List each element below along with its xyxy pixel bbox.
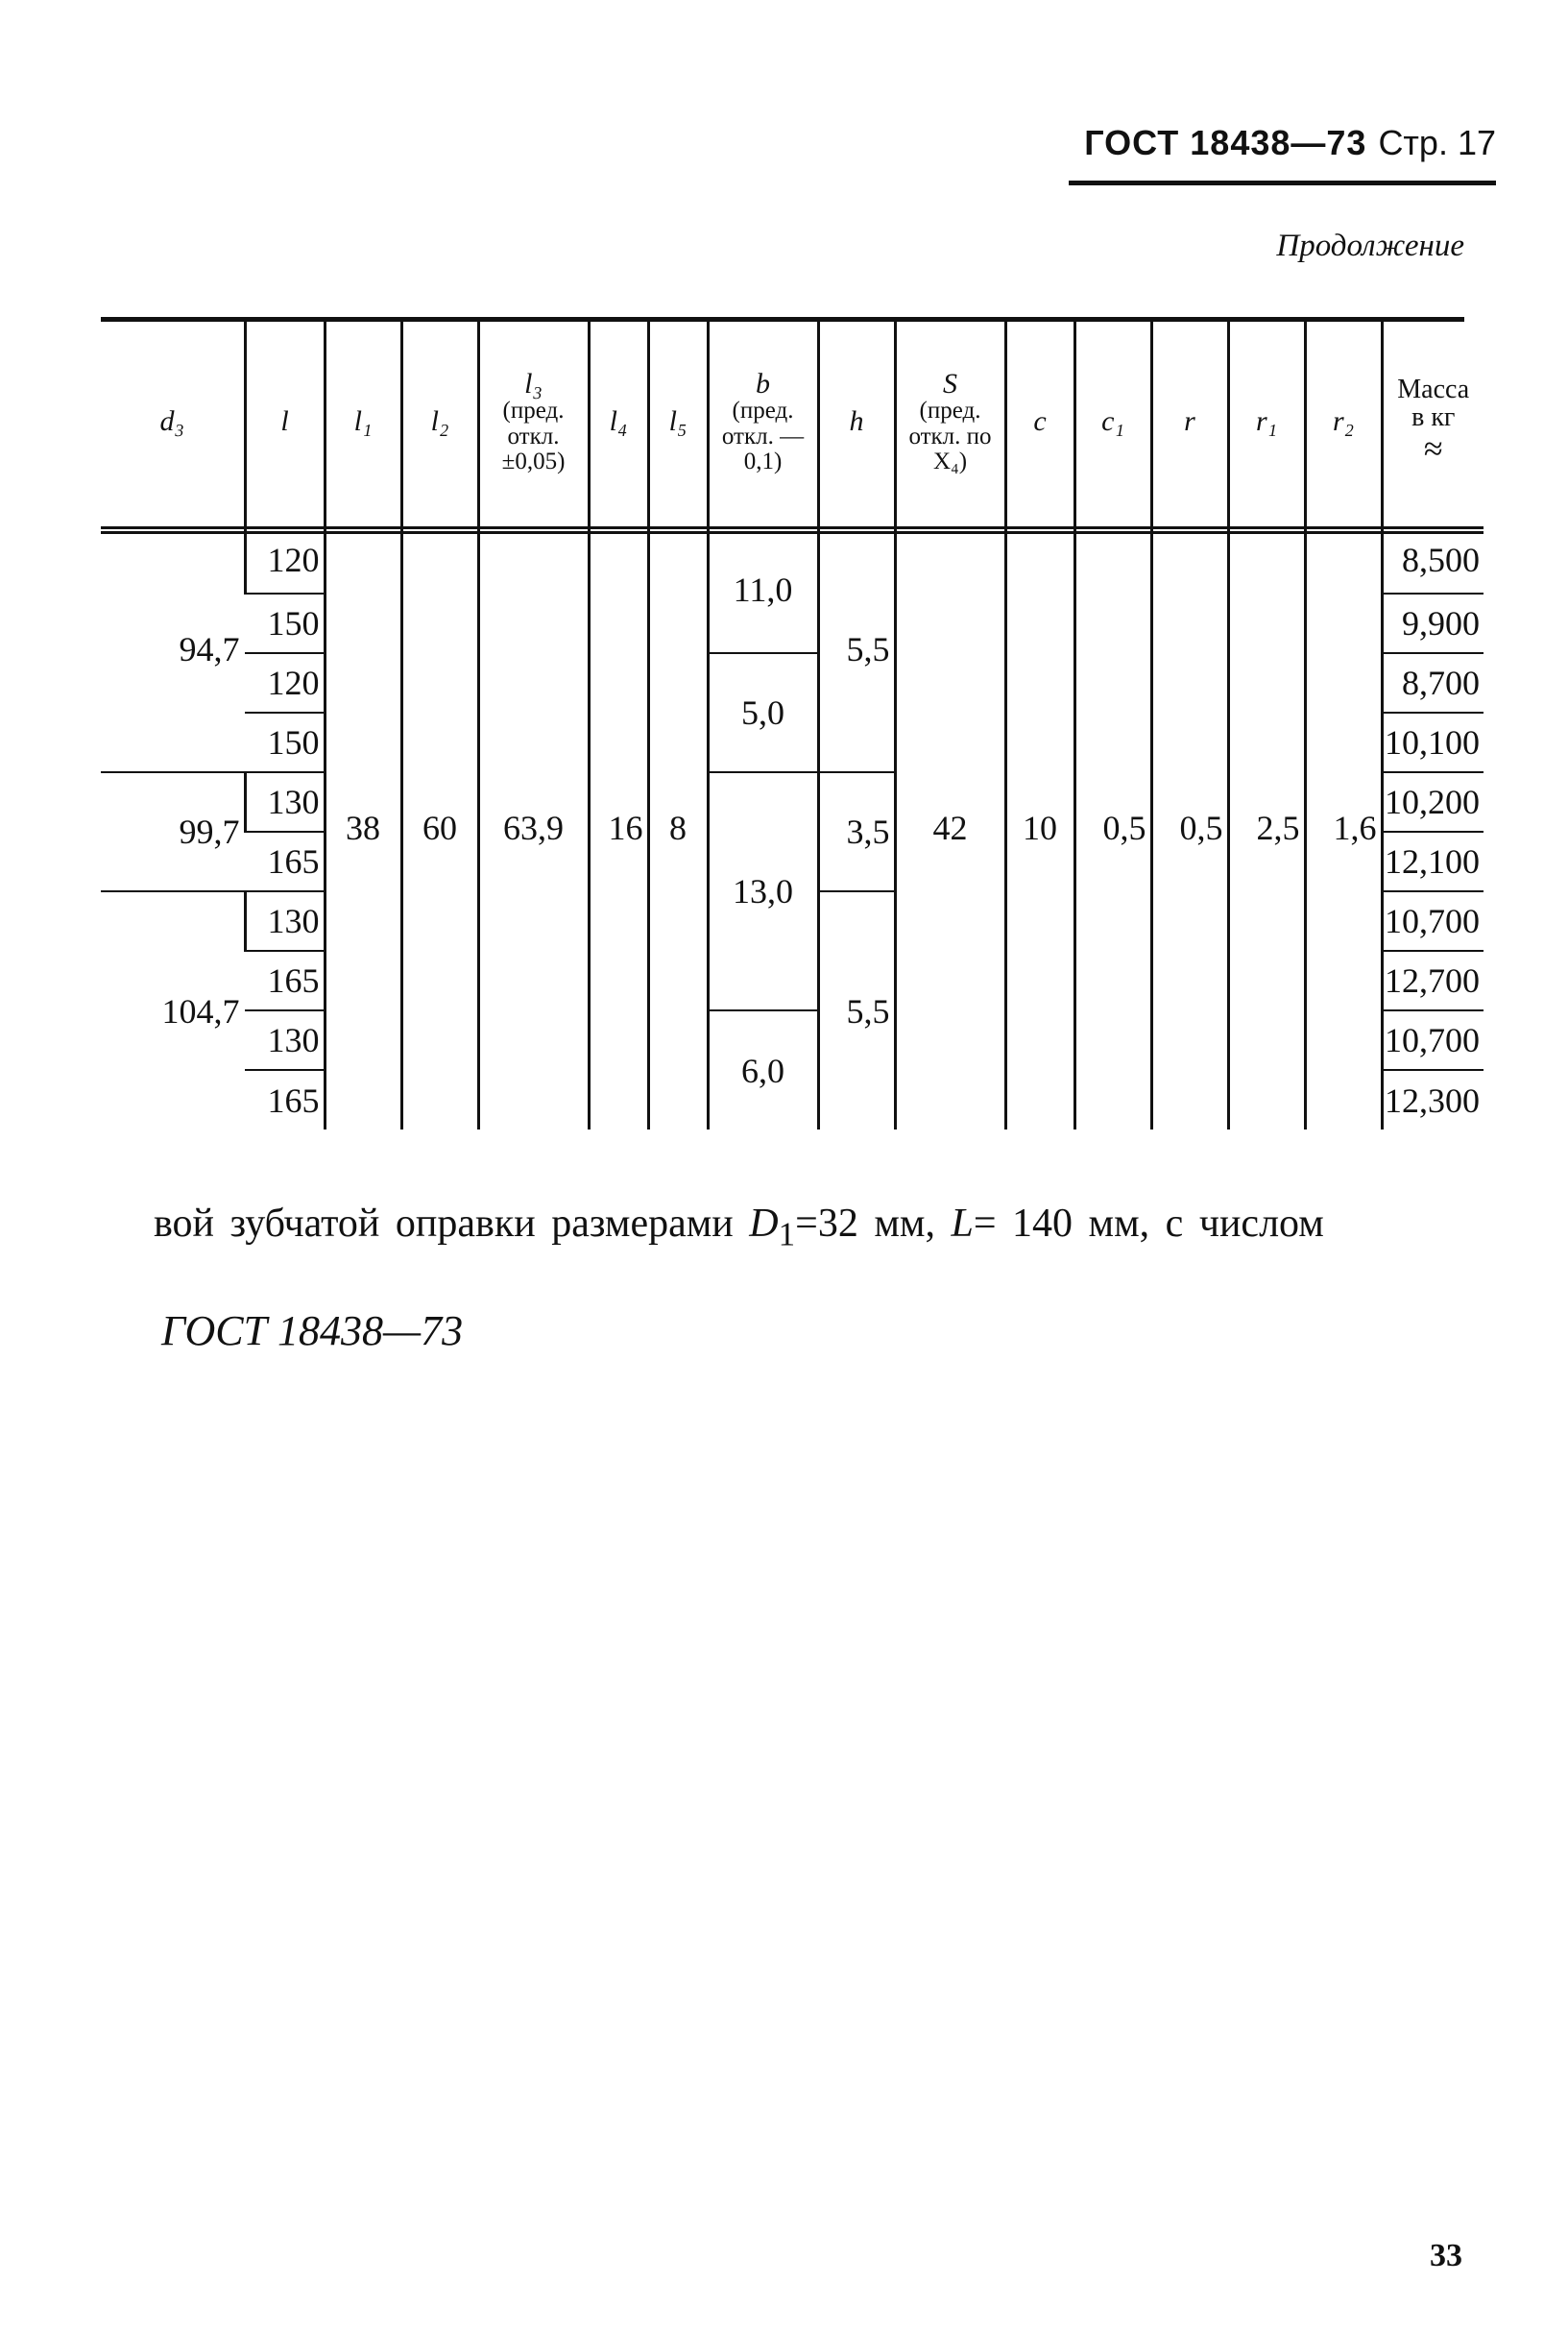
mass-cell: 8,700 (1382, 653, 1484, 713)
table-header-row (101, 317, 1484, 526)
b-cell: 6,0 (708, 1010, 818, 1130)
header-l4: l₄ (589, 317, 648, 526)
table-row (101, 526, 1484, 594)
mass-cell: 10,700 (1382, 1010, 1484, 1070)
header-d3: d₃ (159, 405, 184, 438)
l4-cell: 16 (589, 526, 648, 1130)
l5-cell: 8 (648, 526, 708, 1130)
l3-cell: 63,9 (478, 526, 589, 1130)
header-l5: l₅ (648, 317, 708, 526)
header-l1: l₁ (325, 317, 401, 526)
r-cell: 0,5 (1151, 526, 1228, 1130)
l1-cell: 38 (325, 526, 401, 1130)
d3-cell: 94,7 (179, 629, 240, 668)
c1-cell: 0,5 (1074, 526, 1151, 1130)
c-cell: 10 (1005, 526, 1074, 1130)
standard-number: ГОСТ 18438—73 (1084, 123, 1367, 162)
r1-cell: 2,5 (1228, 526, 1305, 1130)
page-number: 33 (1430, 2238, 1462, 2273)
s-cell: 42 (895, 526, 1005, 1130)
b-cell: 11,0 (708, 526, 818, 653)
header-r1: r₁ (1228, 317, 1305, 526)
body-text: вой зубчатой оправки размерами $D_1=32$ мм, L= 140 мм, с числом (154, 1202, 1324, 1253)
footer-standard: ГОСТ 18438—73 (161, 1307, 464, 1354)
header-r: r (1151, 317, 1228, 526)
header-c1: c₁ (1074, 317, 1151, 526)
header-c: c (1005, 317, 1074, 526)
mass-cell: 12,100 (1382, 832, 1484, 891)
h-cell: 3,5 (818, 772, 895, 891)
mass-cell: 9,900 (1382, 594, 1484, 653)
l2-cell: 60 (401, 526, 478, 1130)
r2-cell: 1,6 (1305, 526, 1382, 1130)
l-cell: 120 (245, 526, 325, 594)
l-cell: 130 (245, 772, 325, 832)
header-s: S (пред. откл. по X₄) (895, 317, 1005, 526)
h-cell: 5,5 (818, 526, 895, 772)
header-r2: r₂ (1305, 317, 1382, 526)
header-mass: Масса в кг ≈ (1382, 317, 1484, 526)
l-cell: 165 (245, 951, 325, 1010)
l-cell: 130 (245, 1010, 325, 1070)
header-b: b (пред. откл. —0,1) (708, 317, 818, 526)
header-h: h (818, 317, 895, 526)
table-header-rule (101, 526, 1484, 534)
b-cell: 13,0 (708, 772, 818, 1010)
mass-cell: 8,500 (1382, 526, 1484, 594)
l-cell: 165 (245, 1070, 325, 1130)
mass-cell: 12,700 (1382, 951, 1484, 1010)
dimensions-table (101, 317, 1484, 1143)
table-top-rule (101, 317, 1464, 322)
b-cell: 5,0 (708, 653, 818, 772)
continuation-label: Продолжение (1276, 229, 1464, 263)
mass-cell: 12,300 (1382, 1070, 1484, 1130)
header-l2: l₂ (401, 317, 478, 526)
l-cell: 165 (245, 832, 325, 891)
page-label: Стр. 17 (1378, 123, 1496, 162)
header-l: l (245, 317, 325, 526)
h-cell: 5,5 (818, 891, 895, 1130)
page-header (1069, 123, 1496, 185)
d3-cell: 99,7 (101, 772, 245, 891)
l-cell: 130 (245, 891, 325, 951)
l-cell: 150 (245, 594, 325, 653)
mass-cell: 10,100 (1382, 713, 1484, 772)
mass-cell: 10,700 (1382, 891, 1484, 951)
header-l3: l₃ (пред. откл. ±0,05) (478, 317, 589, 526)
d3-cell: 104,7 (101, 891, 245, 1130)
mass-cell: 10,200 (1382, 772, 1484, 832)
l-cell: 120 (245, 653, 325, 713)
l-cell: 150 (245, 713, 325, 772)
